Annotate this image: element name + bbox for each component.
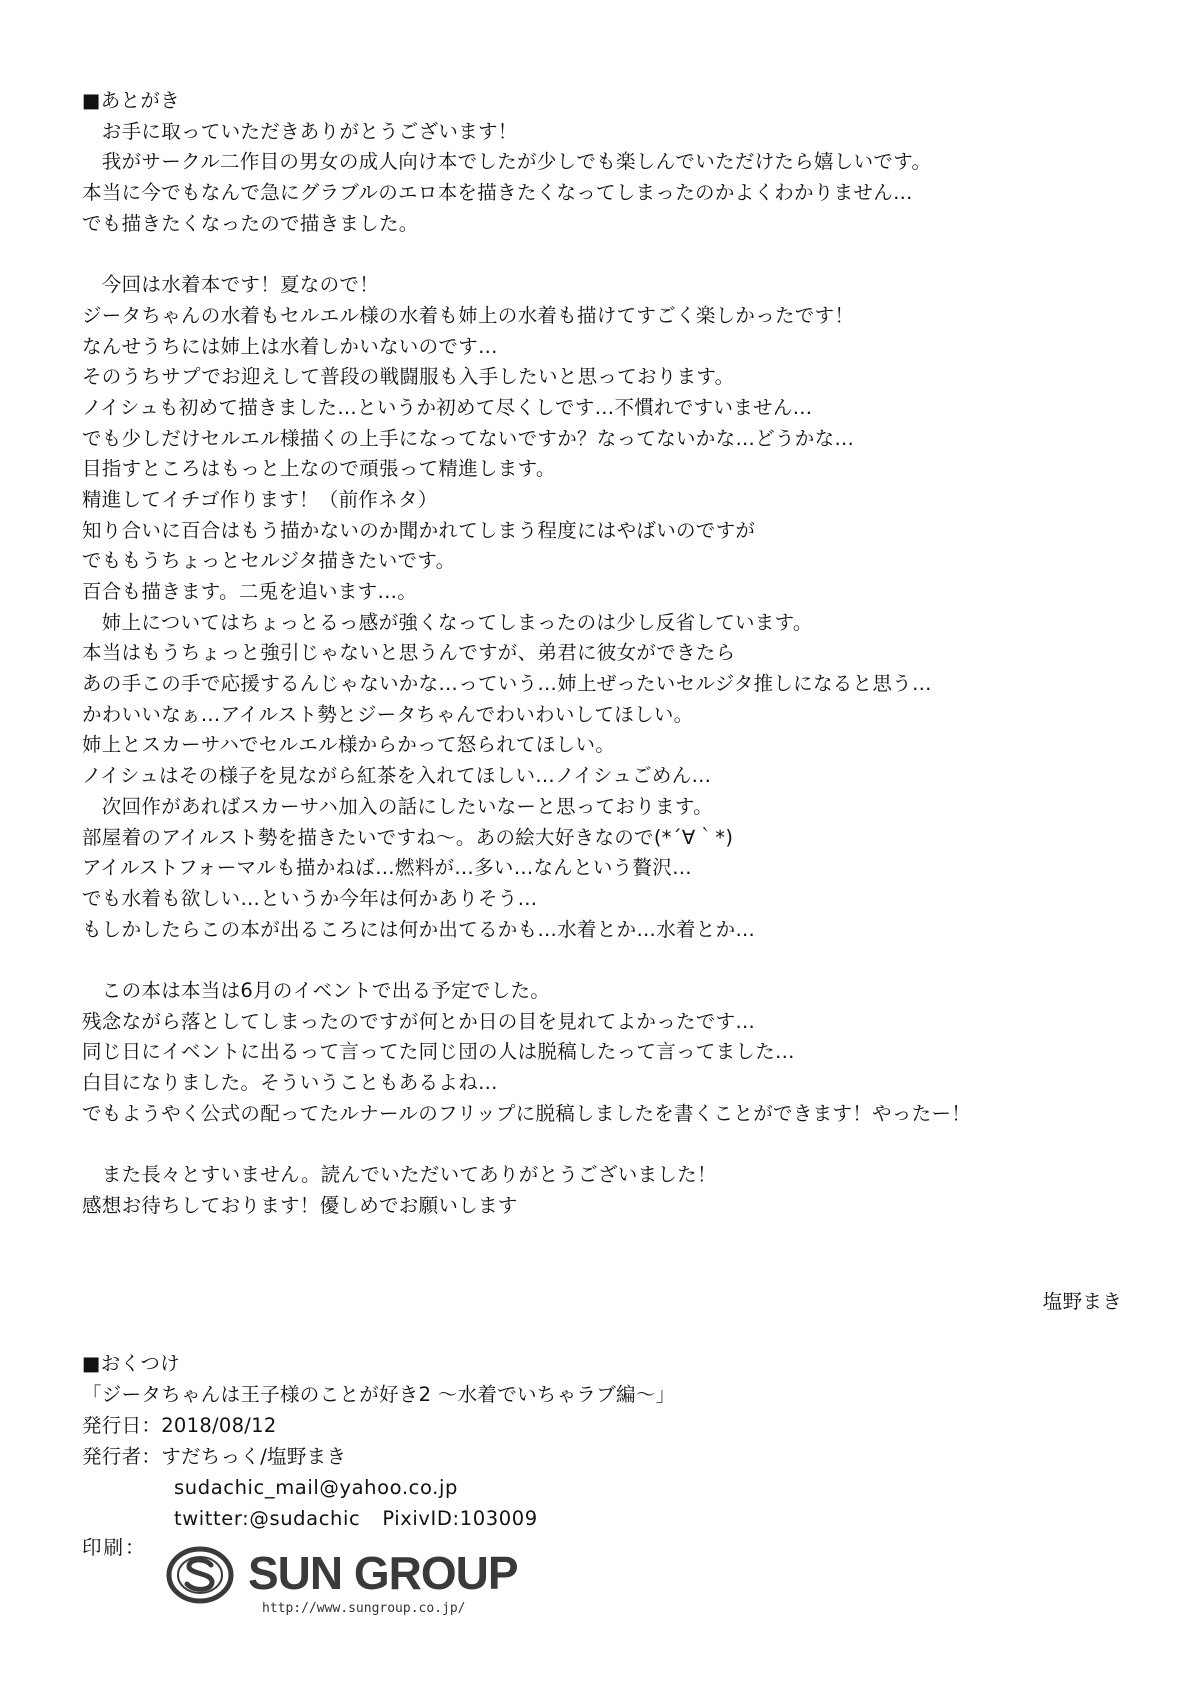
afterword-line: お手に取っていただきありがとうございます！ xyxy=(82,119,518,143)
pixiv-id: PixivID:103009 xyxy=(382,1507,538,1530)
colophon-section xyxy=(82,1348,1122,1534)
afterword-line: 感想お待ちしております！優しめでお願いします xyxy=(82,1193,518,1217)
afterword-line: 今回は水着本です！夏なので！ xyxy=(82,273,380,297)
afterword-section xyxy=(82,86,1122,1221)
afterword-line: そのうちサプでお迎えして普段の戦闘服も入手したいと思っております。 xyxy=(82,365,735,389)
afterword-line: 同じ日にイベントに出るって言ってた同じ団の人は脱稿したって言ってました… xyxy=(82,1040,795,1064)
publisher: 発行者：すだちっく/塩野まき xyxy=(82,1445,347,1468)
paragraph-gap xyxy=(82,1129,1122,1160)
paragraph-gap xyxy=(82,945,1122,976)
afterword-line: 次回作があればスカーサハ加入の話にしたいなーと思っております。 xyxy=(82,794,713,818)
afterword-line: 本当はもうちょっと強引じゃないと思うんですが、弟君に彼女ができたら xyxy=(82,641,736,665)
afterword-line: 本当に今でもなんで急にグラブルのエロ本を描きたくなってしまったのかよくわかりません… xyxy=(82,181,913,205)
afterword-line: あの手この手で応援するんじゃないかな…っていう…姉上ぜったいセルジタ推しになると思う… xyxy=(82,672,932,696)
afterword-line: 我がサークル二作目の男女の成人向け本でしたが少しでも楽しんでいただけたら嬉しいです。 xyxy=(82,150,932,174)
twitter-id: twitter:@sudachic xyxy=(174,1507,361,1530)
contact-email: sudachic_mail@yahoo.co.jp xyxy=(174,1476,458,1499)
afterword-line: でもようやく公式の配ってたルナールのフリップに脱稿しましたを書くことができます！やったー！ xyxy=(82,1101,972,1125)
afterword-line: 精進してイチゴ作ります！（前作ネタ） xyxy=(82,487,438,511)
printer-name: SUN GROUP xyxy=(248,1547,518,1599)
afterword-line: でも描きたくなったので描きました。 xyxy=(82,211,419,235)
afterword-line: 白目になりました。そういうこともあるよね… xyxy=(82,1071,498,1094)
afterword-line: アイルストフォーマルも描かねば…燃料が…多い…なんという贅沢… xyxy=(82,856,692,880)
afterword-heading: ■あとがき xyxy=(82,89,180,112)
sun-group-logo xyxy=(166,1543,586,1633)
colophon-heading: ■おくつけ xyxy=(82,1352,180,1375)
afterword-line: ノイシュはその様子を見ながら紅茶を入れてほしい…ノイシュごめん… xyxy=(82,764,712,788)
printer-block xyxy=(82,1533,782,1633)
afterword-line: ノイシュも初めて描きました…というか初めて尽くしです…不慣れですいません… xyxy=(82,395,813,419)
afterword-line: 百合も描きます。二兎を追います…。 xyxy=(82,580,418,603)
afterword-line: 姉上とスカーサハでセルエル様からかって怒られてほしい。 xyxy=(82,733,616,757)
afterword-line: ジータちゃんの水着もセルエル様の水着も姉上の水着も描けてすごく楽しかったです！ xyxy=(82,303,855,327)
afterword-line: 残念ながら落としてしまったのですが何とか日の目を見れてよかったです… xyxy=(82,1009,756,1033)
afterword-line: 目指すところはもっと上なので頑張って精進します。 xyxy=(82,457,556,481)
afterword-line: もしかしたらこの本が出るころには何か出てるかも…水着とか…水着とか… xyxy=(82,917,756,941)
sun-group-logo-icon xyxy=(166,1545,234,1605)
publish-date: 発行日：2018/08/12 xyxy=(82,1414,277,1437)
afterword-line: 部屋着のアイルスト勢を描きたいですね～。あの絵大好きなので(*´∀｀*) xyxy=(82,825,734,849)
social-ids xyxy=(82,1503,1122,1534)
afterword-line: 知り合いに百合はもう描かないのか聞かれてしまう程度にはやばいのですが xyxy=(82,518,756,542)
afterword-line: なんせうちには姉上は水着しかいないのです… xyxy=(82,334,498,358)
afterword-body xyxy=(82,117,1122,1222)
afterword-line: この本は本当は6月のイベントで出る予定でした。 xyxy=(82,978,551,1002)
author-signature: 塩野まき xyxy=(1042,1290,1122,1313)
afterword-line: 姉上についてはちょっとるっ感が強くなってしまったのは少し反省しています。 xyxy=(82,610,813,634)
afterword-line: また長々とすいません。読んでいただいてありがとうございました！ xyxy=(82,1163,717,1187)
paragraph-gap xyxy=(82,239,1122,270)
afterword-line: でも少しだけセルエル様描くの上手になってないですか？なってないかな…どうかな… xyxy=(82,426,855,450)
afterword-line: でも水着も欲しい…というか今年は何かありそう… xyxy=(82,886,538,910)
afterword-line: でももうちょっとセルジタ描きたいです。 xyxy=(82,549,456,573)
afterword-line: かわいいなぁ…アイルスト勢とジータちゃんでわいわいしてほしい。 xyxy=(82,702,694,726)
printer-label: 印刷： xyxy=(82,1536,147,1559)
printer-url: http://www.sungroup.co.jp/ xyxy=(262,1601,466,1616)
book-title: 「ジータちゃんは王子様のことが好き2 ～水着でいちゃラブ編～」 xyxy=(82,1383,676,1406)
